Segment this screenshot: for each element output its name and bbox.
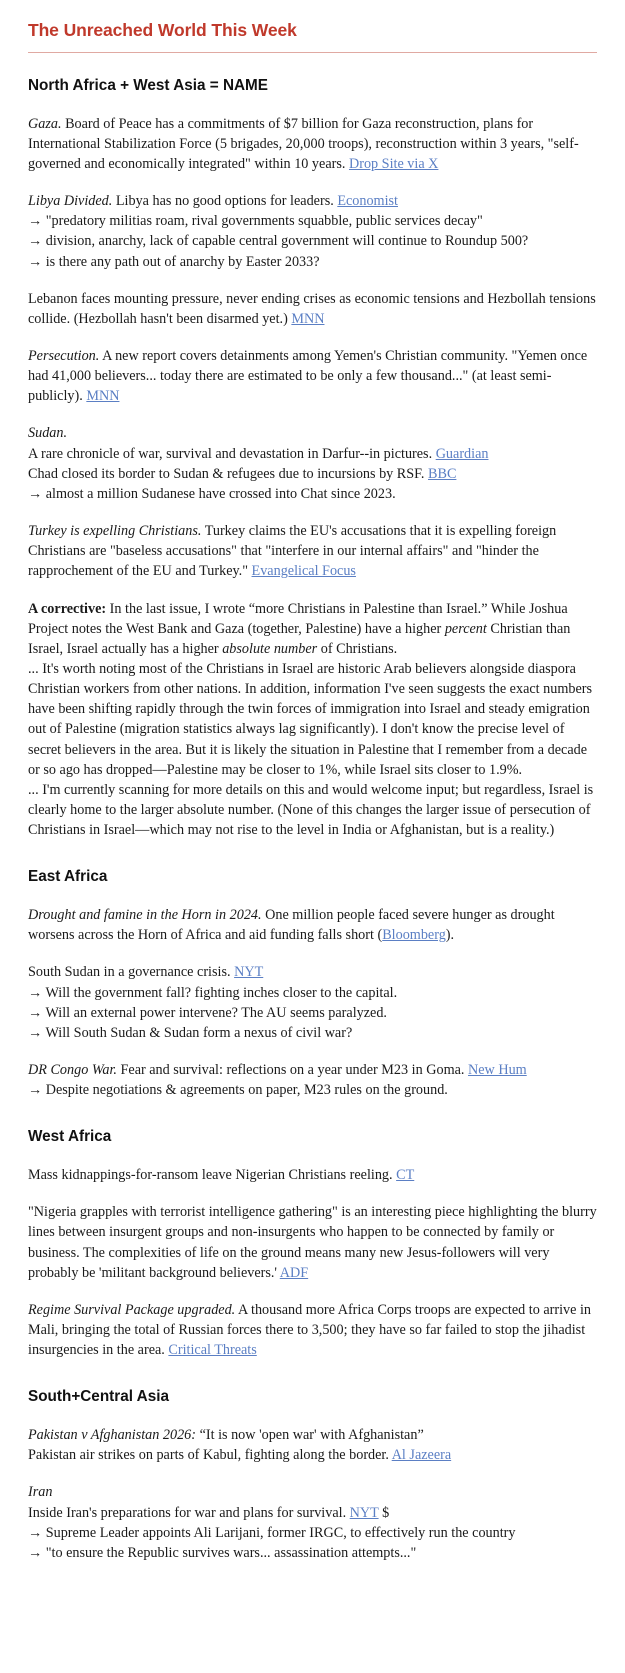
- section-heading-east-africa: East Africa: [28, 868, 108, 886]
- source-link[interactable]: Al Jazeera: [391, 1447, 452, 1464]
- paragraph: [28, 289, 597, 329]
- source-link[interactable]: BBC: [428, 465, 457, 482]
- bullet-line: → Despite negotiations & agreements on paper, M23 rules on the ground.: [28, 1082, 448, 1099]
- source-link[interactable]: CT: [396, 1167, 415, 1184]
- source-link[interactable]: Evangelical Focus: [251, 563, 356, 580]
- item-body: South Sudan in a governance crisis.: [28, 964, 235, 981]
- bullet-line: → almost a million Sudanese have crossed into Chat since 2023.: [28, 485, 396, 502]
- bullet-line: → division, anarchy, lack of capable central government will continue to Roundup 500?: [28, 233, 529, 250]
- item-lead: Turkey is expelling Christians.: [28, 523, 202, 540]
- item-turkey: [28, 521, 597, 581]
- paragraph: ... I'm currently scanning for more details on this and would welcome input; but regardless, Israel is clearly home to the larger absolute number. (None of this changes the larger issue of persecution of Christians in Israel—which may not rise to the level in India or Afghanistan, but is a reality.): [28, 781, 594, 839]
- section-heading-west-africa: West Africa: [28, 1128, 112, 1146]
- paragraph: [28, 1060, 597, 1080]
- item-body: "Nigeria grapples with terrorist intelligence gathering" is an interesting piece highlighting the blurry lines between insurgent groups and non-insurgents who happen to be connected by family or business. The complexities of life on the ground means many new Jesus-followers will very probably be 'militant background believers.': [28, 1204, 597, 1281]
- subline-text: Chad closed its border to Sudan & refugees due to incursions by RSF.: [28, 465, 429, 482]
- paragraph: [28, 444, 597, 464]
- bullet-line: → Supreme Leader appoints Ali Larijani, former IRGC, to effectively run the country: [28, 1524, 516, 1541]
- source-link[interactable]: ADF: [279, 1264, 309, 1281]
- paywall-marker: $: [378, 1504, 390, 1521]
- item-body: Turkey claims the EU's accusations that it is expelling foreign Christians are "baseless accusations" that "interfere in our internal affairs" and "hinder the rapprochement of the EU and Turkey.": [28, 523, 557, 580]
- item-pakistan-afghanistan: [28, 1425, 597, 1465]
- item-body: Libya has no good options for leaders.: [112, 193, 338, 210]
- item-lead: Gaza.: [28, 115, 62, 132]
- paragraph: [28, 1300, 597, 1360]
- source-link[interactable]: Drop Site via X: [348, 155, 439, 172]
- item-body: In the last issue, I wrote “more Christians in Palestine than Israel.” While Joshua Project notes the West Bank and Gaza (together, Palestine) have a higher percent Christian than Israel, Israel actually has a higher absolute number of Christians.: [28, 600, 571, 657]
- item-lead: DR Congo War.: [28, 1062, 117, 1079]
- item-body: “It is now 'open war' with Afghanistan”: [196, 1427, 424, 1444]
- subline-text: A rare chronicle of war, survival and devastation in Darfur--in pictures.: [28, 445, 436, 462]
- bullet-line: → Will South Sudan & Sudan form a nexus of civil war?: [28, 1024, 353, 1041]
- bullet-line: → "predatory militias roam, rival governments squabble, public services decay": [28, 213, 483, 230]
- paragraph: [28, 464, 597, 484]
- item-nigeria-intel: [28, 1202, 597, 1283]
- item-body: One million people faced severe hunger as drought worsens across the Horn of Africa and aid funding falls short (: [28, 907, 555, 944]
- paragraph: [28, 1445, 597, 1465]
- source-link[interactable]: Bloomberg: [382, 927, 446, 944]
- paragraph: [28, 905, 597, 945]
- paragraph: [28, 1165, 597, 1185]
- title-divider: [28, 52, 597, 53]
- paragraph: [28, 1482, 597, 1502]
- item-iran: [28, 1482, 597, 1563]
- item-body: Lebanon faces mounting pressure, never ending crises as economic tensions and Hezbollah tensions collide. (Hezbollah hasn't been disarmed yet.): [28, 290, 596, 327]
- paragraph: ... It's worth noting most of the Christians in Israel are historic Arab believers alongside diaspora Christian workers from other nations. In addition, information I've seen suggests the exact numbers have been shifting rapidly through the twin forces of immigration into Israel and steady emigration out of Palestine (migration statistics always lag significantly). I don't know the precise level of secret believers in the area. But it is likely the situation in Palestine that I remember from a decade or so ago has dropped—Palestine may be closer to 1%, while Israel sits closer to 1.9%.: [28, 661, 593, 778]
- item-sudan: [28, 423, 597, 504]
- item-lead: Drought and famine in the Horn in 2024.: [28, 907, 262, 924]
- page-title: The Unreached World This Week: [28, 20, 297, 40]
- paragraph: [28, 962, 597, 982]
- paragraph: [28, 191, 597, 211]
- item-body: Mass kidnappings-for-ransom leave Nigerian Christians reeling.: [28, 1167, 397, 1184]
- paragraph: [28, 1503, 597, 1523]
- paragraph: [28, 521, 597, 581]
- item-south-sudan: [28, 962, 597, 1043]
- source-link[interactable]: Economist: [337, 193, 398, 210]
- bullet-line: → is there any path out of anarchy by Easter 2033?: [28, 253, 320, 270]
- item-gaza: [28, 114, 597, 174]
- paragraph: [28, 1202, 597, 1283]
- item-mali: [28, 1300, 597, 1360]
- item-lead: Libya Divided.: [28, 193, 113, 210]
- paragraph: [28, 1425, 597, 1445]
- subline-text: Inside Iran's preparations for war and plans for survival.: [28, 1504, 350, 1521]
- paragraph: [28, 346, 597, 406]
- paragraph: [28, 423, 597, 443]
- item-lead: Persecution.: [28, 347, 100, 364]
- item-body: Board of Peace has a commitments of $7 billion for Gaza reconstruction, plans for International Stabilization Force (5 brigades, 20,000 troops), reconstruction within 3 years, "self-governed and economically integrated" within 10 years.: [28, 115, 579, 172]
- item-lead-bold: A corrective:: [28, 600, 107, 617]
- item-lead: Sudan.: [28, 425, 68, 442]
- subline-text: Pakistan air strikes on parts of Kabul, fighting along the border.: [28, 1447, 392, 1464]
- item-lead: Pakistan v Afghanistan 2026:: [28, 1427, 197, 1444]
- source-link[interactable]: New Hum: [468, 1062, 527, 1079]
- item-lead: Iran: [28, 1484, 53, 1501]
- source-link[interactable]: NYT: [234, 964, 264, 981]
- source-link[interactable]: Guardian: [435, 445, 489, 462]
- source-link[interactable]: NYT: [349, 1504, 379, 1521]
- item-persecution-yemen: [28, 346, 597, 406]
- paragraph: [28, 114, 597, 174]
- item-nigeria-kidnap: [28, 1165, 597, 1185]
- item-body: A new report covers detainments among Yemen's Christian community. "Yemen once had 41,000 believers... today there are estimated to be only a few thousand..." (at least semi-publicly).: [28, 347, 588, 405]
- item-body: A thousand more Africa Corps troops are expected to arrive in Mali, bringing the total of Russian forces there to 3,500; they have so far failed to stop the jihadist insurgencies in the area.: [28, 1301, 592, 1359]
- item-lebanon: [28, 289, 597, 329]
- source-link[interactable]: MNN: [291, 310, 325, 327]
- item-corrective: [28, 599, 597, 841]
- source-link[interactable]: Critical Threats: [168, 1342, 257, 1359]
- item-tail: ).: [445, 927, 455, 944]
- section-heading-south-central-asia: South+Central Asia: [28, 1388, 169, 1406]
- section-heading-name: North Africa + West Asia = NAME: [28, 76, 268, 94]
- bullet-line: → Will an external power intervene? The AU seems paralyzed.: [28, 1004, 387, 1021]
- item-body: Fear and survival: reflections on a year under M23 in Goma.: [116, 1062, 468, 1079]
- item-lead: Regime Survival Package upgraded.: [28, 1301, 236, 1318]
- bullet-line: → Will the government fall? fighting inches closer to the capital.: [28, 984, 398, 1001]
- item-horn-drought: [28, 905, 597, 945]
- bullet-line: → "to ensure the Republic survives wars... assassination attempts...": [28, 1544, 417, 1561]
- paragraph: [28, 599, 597, 659]
- item-libya: [28, 191, 597, 272]
- item-dr-congo: [28, 1060, 597, 1100]
- source-link[interactable]: MNN: [86, 388, 120, 405]
